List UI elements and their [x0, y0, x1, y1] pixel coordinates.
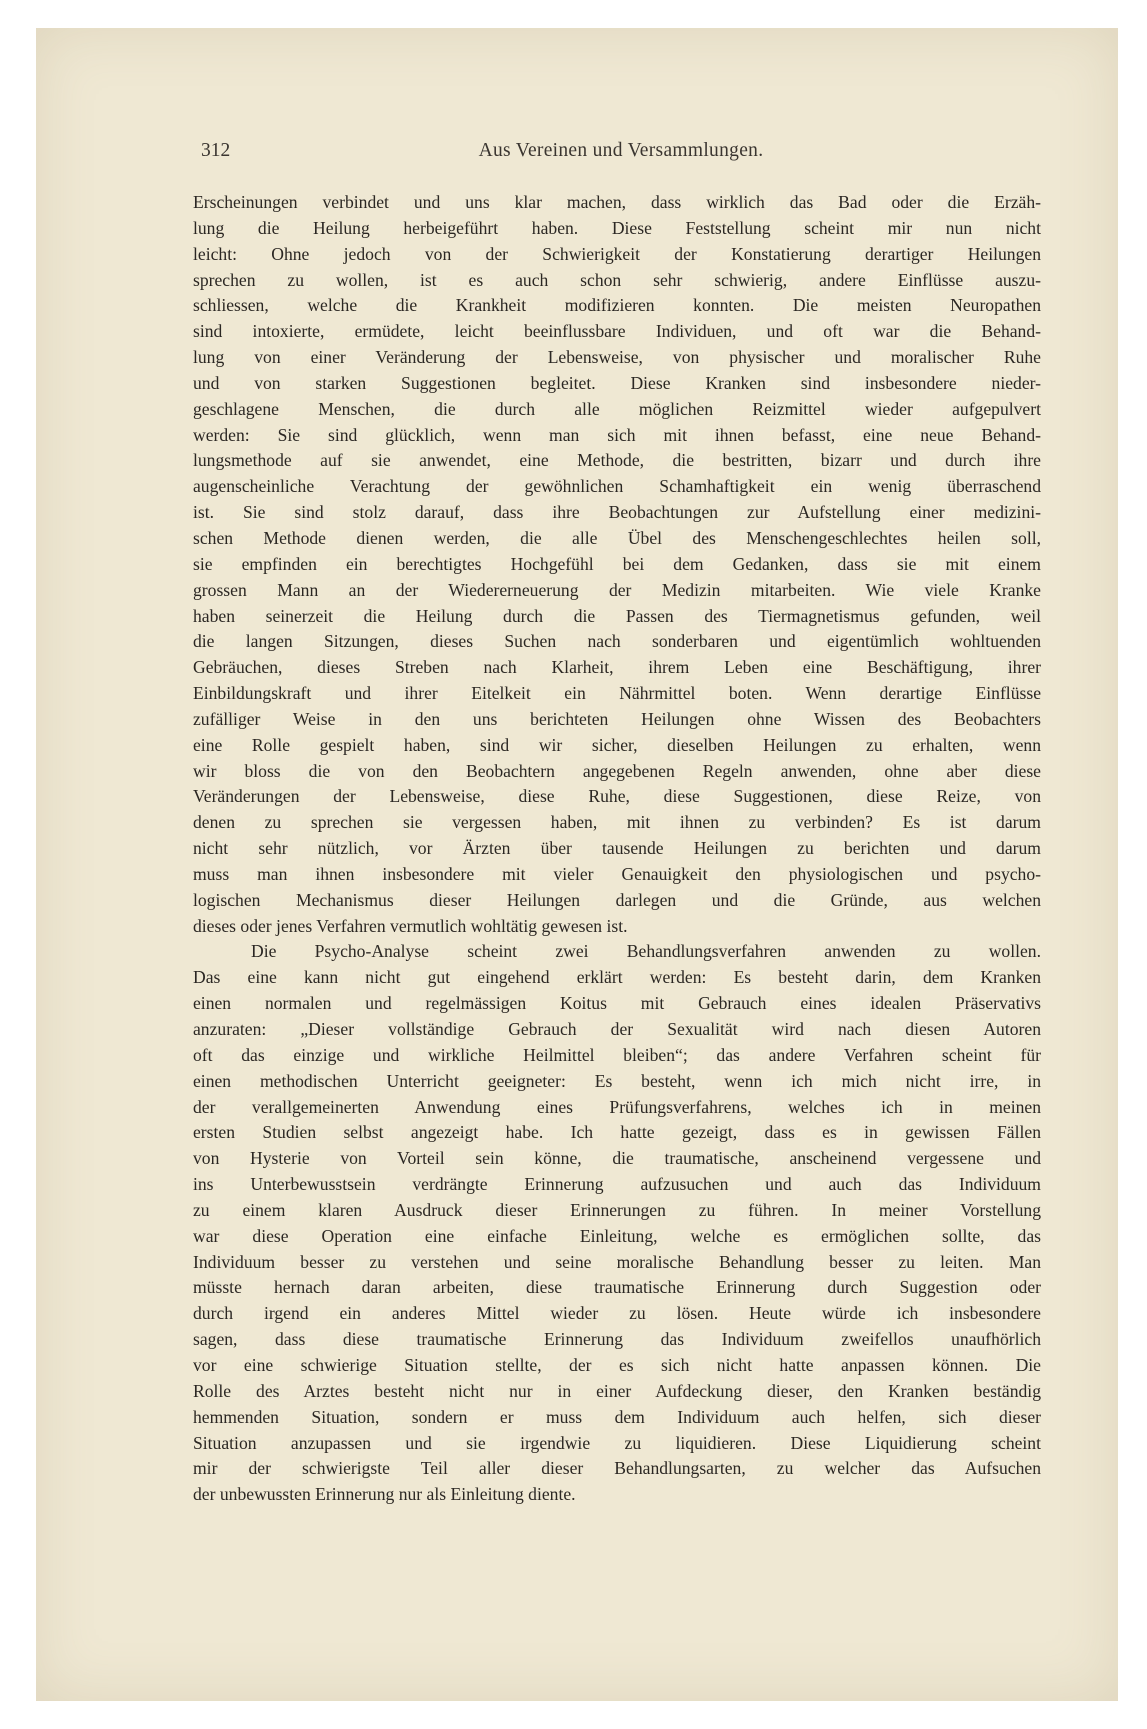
text-line: Rolle des Arztes besteht nicht nur in einer Aufdeckung dieser, den Kranken beständig [193, 1380, 1041, 1401]
text-line: schen Methode dienen werden, die alle Übel des Menschengeschlechtes heilen soll, [193, 527, 1041, 548]
text-line: Einbildungskraft und ihrer Eitelkeit ein Nährmittel boten. Wenn derartige Einflüsse [193, 683, 1041, 704]
text-line: leicht: Ohne jedoch von der Schwierigkeit der Konstatierung derartiger Heilungen [193, 243, 1041, 264]
text-line: denen zu sprechen sie vergessen haben, mit ihnen zu verbinden? Es ist darum [193, 812, 1041, 833]
text-line: Veränderungen der Lebensweise, diese Ruhe, diese Suggestionen, diese Reize, von [193, 786, 1041, 807]
text-line: ist. Sie sind stolz darauf, dass ihre Beobachtungen zur Aufstellung einer medizini- [193, 502, 1041, 523]
text-line: sprechen zu wollen, ist es auch schon sehr schwierig, andere Einflüsse auszu- [193, 269, 1041, 290]
text-line: werden: Sie sind glücklich, wenn man sich mit ihnen befasst, eine neue Behand- [193, 424, 1041, 445]
text-line: sind intoxierte, ermüdete, leicht beeinflussbare Individuen, und oft war die Behand- [193, 321, 1041, 342]
text-line: schliessen, welche die Krankheit modifizieren konnten. Die meisten Neuropathen [193, 295, 1041, 316]
text-line: zufälliger Weise in den uns berichteten Heilungen ohne Wissen des Beobachters [193, 708, 1041, 729]
text-line: einen normalen und regelmässigen Koitus mit Gebrauch eines idealen Präservativs [193, 993, 1041, 1014]
text-line: Gebräuchen, dieses Streben nach Klarheit, ihrem Leben eine Beschäftigung, ihrer [193, 657, 1041, 678]
text-line: oft das einzige und wirkliche Heilmittel bleiben“; das andere Verfahren scheint für [193, 1044, 1041, 1065]
text-line: Individuum besser zu verstehen und seine moralische Behandlung besser zu leiten. Man [193, 1251, 1041, 1272]
text-line: geschlagene Menschen, die durch alle möglichen Reizmittel wieder aufgepulvert [193, 398, 1041, 419]
text-line: dieses oder jenes Verfahren vermutlich wohltätig gewesen ist. [193, 915, 628, 936]
text-line: Die Psycho-Analyse scheint zwei Behandlungsverfahren anwenden zu wollen. [251, 941, 1041, 962]
paragraph [193, 939, 1041, 1508]
text-line: die langen Sitzungen, dieses Suchen nach sonderbaren und eigentümlich wohltuenden [193, 631, 1041, 652]
text-line: durch irgend ein anderes Mittel wieder zu lösen. Heute würde ich insbesondere [193, 1303, 1041, 1324]
text-line: von Hysterie von Vorteil sein könne, die traumatische, anscheinend vergessene und [193, 1148, 1041, 1169]
text-line: der verallgemeinerten Anwendung eines Prüfungsverfahrens, welches ich in meinen [193, 1096, 1041, 1117]
text-line: ersten Studien selbst angezeigt habe. Ich hatte gezeigt, dass es in gewissen Fällen [193, 1122, 1041, 1143]
text-line: war diese Operation eine einfache Einleitung, welche es ermöglichen sollte, das [193, 1225, 1041, 1246]
text-line: Situation anzupassen und sie irgendwie zu liquidieren. Diese Liquidierung scheint [193, 1432, 1041, 1453]
text-line: Erscheinungen verbindet und uns klar machen, dass wirklich das Bad oder die Erzäh- [193, 192, 1041, 212]
text-line: mir der schwierigste Teil aller dieser Behandlungsarten, zu welcher das Aufsuchen [193, 1458, 1041, 1479]
running-title: Aus Vereinen und Versammlungen. [478, 140, 764, 161]
paragraph [193, 190, 1041, 939]
text-line: augenscheinliche Verachtung der gewöhnlichen Schamhaftigkeit ein wenig überraschend [193, 476, 1041, 497]
text-line: einen methodischen Unterricht geeigneter: Es besteht, wenn ich mich nicht irre, in [193, 1070, 1041, 1091]
text-line: nicht sehr nützlich, vor Ärzten über tausende Heilungen zu berichten und darum [193, 838, 1041, 859]
page-header [201, 140, 1041, 170]
text-line: muss man ihnen insbesondere mit vieler Genauigkeit den physiologischen und psycho- [193, 863, 1041, 884]
body-text [193, 190, 1041, 1508]
text-line: haben seinerzeit die Heilung durch die Passen des Tiermagnetismus gefunden, weil [193, 605, 1041, 626]
text-line: und von starken Suggestionen begleitet. Diese Kranken sind insbesondere nieder- [193, 372, 1041, 393]
text-line: ins Unterbewusstsein verdrängte Erinnerung aufzusuchen und auch das Individuum [193, 1174, 1041, 1195]
text-line: Das eine kann nicht gut eingehend erklärt werden: Es besteht darin, dem Kranken [193, 967, 1041, 988]
text-line: eine Rolle gespielt haben, sind wir sicher, dieselben Heilungen zu erhalten, wenn [193, 734, 1041, 755]
text-line: grossen Mann an der Wiedererneuerung der Medizin mitarbeiten. Wie viele Kranke [193, 579, 1041, 600]
page-number: 312 [201, 140, 231, 161]
text-line: müsste hernach daran arbeiten, diese traumatische Erinnerung durch Suggestion oder [193, 1277, 1041, 1298]
text-line: vor eine schwierige Situation stellte, der es sich nicht hatte anpassen können. Die [193, 1354, 1041, 1375]
text-line: hemmenden Situation, sondern er muss dem Individuum auch helfen, sich dieser [193, 1406, 1041, 1427]
text-line: sagen, dass diese traumatische Erinnerung das Individuum zweifellos unaufhörlich [193, 1329, 1041, 1350]
text-line: zu einem klaren Ausdruck dieser Erinnerungen zu führen. In meiner Vorstellung [193, 1199, 1041, 1220]
text-line: der unbewussten Erinnerung nur als Einleitung diente. [193, 1484, 576, 1505]
text-line: lung die Heilung herbeigeführt haben. Diese Feststellung scheint mir nun nicht [193, 217, 1041, 238]
text-line: lung von einer Veränderung der Lebensweise, von physischer und moralischer Ruhe [193, 347, 1041, 368]
text-line: wir bloss die von den Beobachtern angegebenen Regeln anwenden, ohne aber diese [193, 760, 1041, 781]
text-line: anzuraten: „Dieser vollständige Gebrauch der Sexualität wird nach diesen Autoren [193, 1019, 1041, 1039]
text-line: sie empfinden ein berechtigtes Hochgefühl bei dem Gedanken, dass sie mit einem [193, 553, 1041, 574]
text-line: logischen Mechanismus dieser Heilungen darlegen und die Gründe, aus welchen [193, 889, 1041, 910]
text-line: lungsmethode auf sie anwendet, eine Methode, die bestritten, bizarr und durch ihre [193, 450, 1041, 471]
